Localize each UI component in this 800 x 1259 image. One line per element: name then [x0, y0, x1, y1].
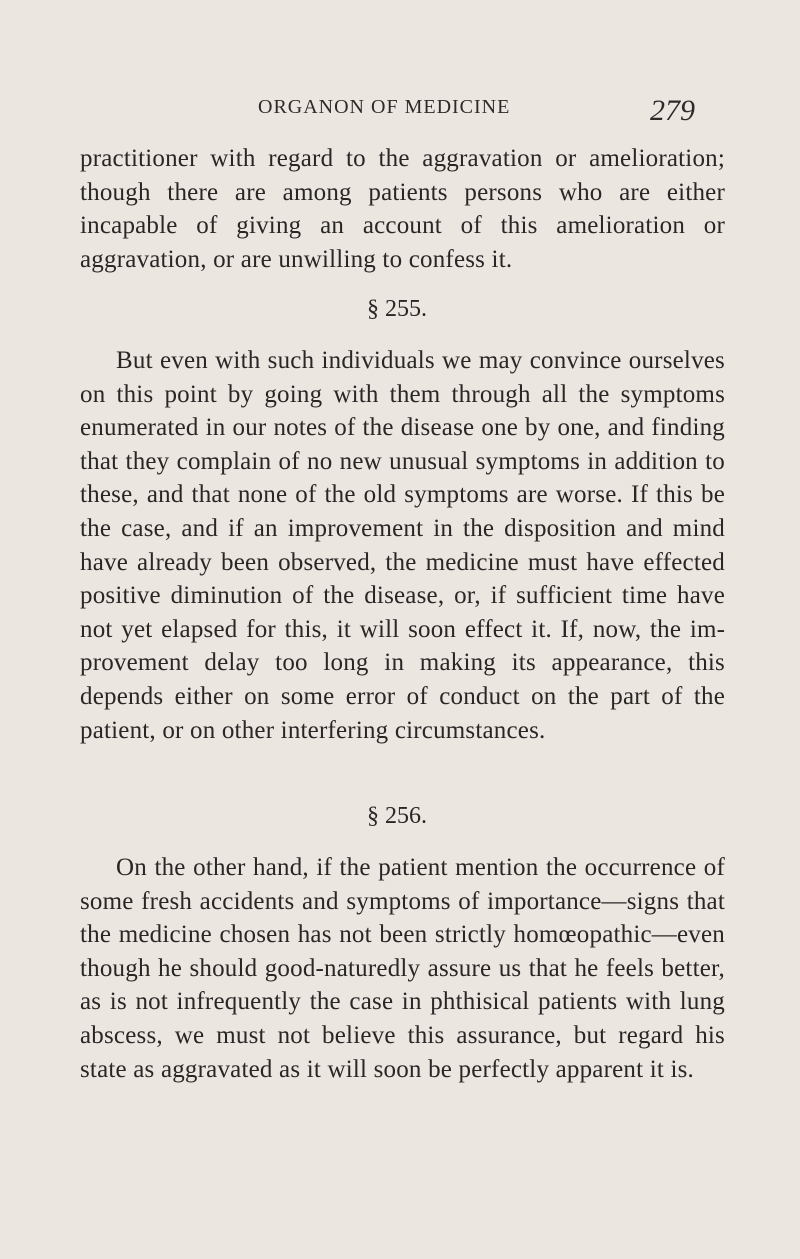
section-heading-255: [0, 296, 800, 323]
section-number: § 256.: [367, 803, 427, 829]
paragraph-section-255: But even with such individuals we may convince ourselves on this point by going with them through all the symptoms enumerated in our notes of the disease one by one, and finding that they complain of no new unusual symptoms in addition to these, and that none of the old symptoms are worse. If this be the case, and if an improvement in the disposition and mind have already been observed, the medicine must have effected positive diminution of the disease, or, if sufficient time have not yet elapsed for this, it will soon effect it. If, now, the improvement delay too long in making its appearance, this depends either on some error of conduct on the part of the patient, or on other interfering circumstances.: [80, 347, 725, 744]
section-number: § 255.: [367, 296, 427, 322]
paragraph-section-256: On the other hand, if the patient mention the occurrence of some fresh accidents and symptoms of importance—signs that the medicine chosen has not been strictly homœopathic—even though he should good-naturedly assure us that he feels better, as is not infrequently the case in phthisical patients with lung abscess, we must not believe this assurance, but regard his state as aggravated as it will soon be perfectly apparent it is.: [80, 854, 725, 1083]
section-heading-256: [0, 803, 800, 830]
paragraph-continuation: practitioner with regard to the aggravation or amelioration; though there are among patients persons who are either incapable of giving an account of this amelioration or aggravation, or are unwilling to confess it.: [80, 145, 725, 273]
running-title: ORGANON OF MEDICINE: [258, 96, 511, 118]
page-number: 279: [650, 94, 695, 127]
